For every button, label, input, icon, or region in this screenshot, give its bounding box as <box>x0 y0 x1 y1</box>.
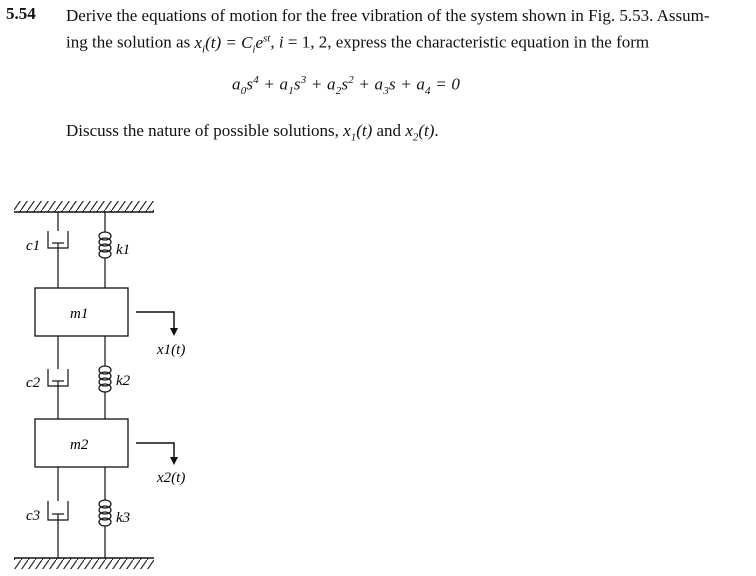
label-c2: c2 <box>26 375 41 391</box>
label-x2: x2(t) <box>157 470 186 486</box>
label-m1: m1 <box>70 306 89 322</box>
label-c1: c1 <box>26 238 41 254</box>
discuss-line: Discuss the nature of possible solutions, $x_1(t)$ and $x_2(t)$. <box>66 121 439 144</box>
problem-line-2: ing the solution as $x_i(t) = C_ie^{st}$, i = 1, 2, express the characteristic equation in the form <box>66 32 650 56</box>
spring-k3 <box>99 467 111 558</box>
spring-k1 <box>99 212 111 288</box>
label-k2: k2 <box>116 373 131 389</box>
label-k1: k1 <box>116 242 131 258</box>
label-x1: x1(t) <box>157 342 186 358</box>
problem-line-2-end: express the characteristic equation in the form <box>335 32 650 52</box>
arrow-x1 <box>136 312 178 336</box>
dashpot-c3 <box>48 467 68 558</box>
problem-line-2-start: ing the solution as <box>66 32 191 52</box>
dashpot-c1 <box>48 212 68 288</box>
characteristic-equation: $a_0s^4 + a_1s^3 + a_2s^2 + a_3s + a_4 = 0$ <box>232 74 461 98</box>
bottom-ground <box>14 558 154 569</box>
problem-line-1: Derive the equations of motion for the free vibration of the system shown in Fig. 5.53. Assum- <box>66 6 710 25</box>
label-m2: m2 <box>70 437 89 453</box>
problem-number: 5.54 <box>6 4 36 23</box>
assumed-solution: $x_i(t) = C_ie^{st}$ <box>194 32 271 56</box>
arrow-x2 <box>136 443 178 465</box>
label-k3: k3 <box>116 510 131 526</box>
top-ground <box>14 201 154 212</box>
spring-k2 <box>99 336 111 419</box>
label-c3: c3 <box>26 508 41 524</box>
dashpot-c2 <box>48 336 68 419</box>
